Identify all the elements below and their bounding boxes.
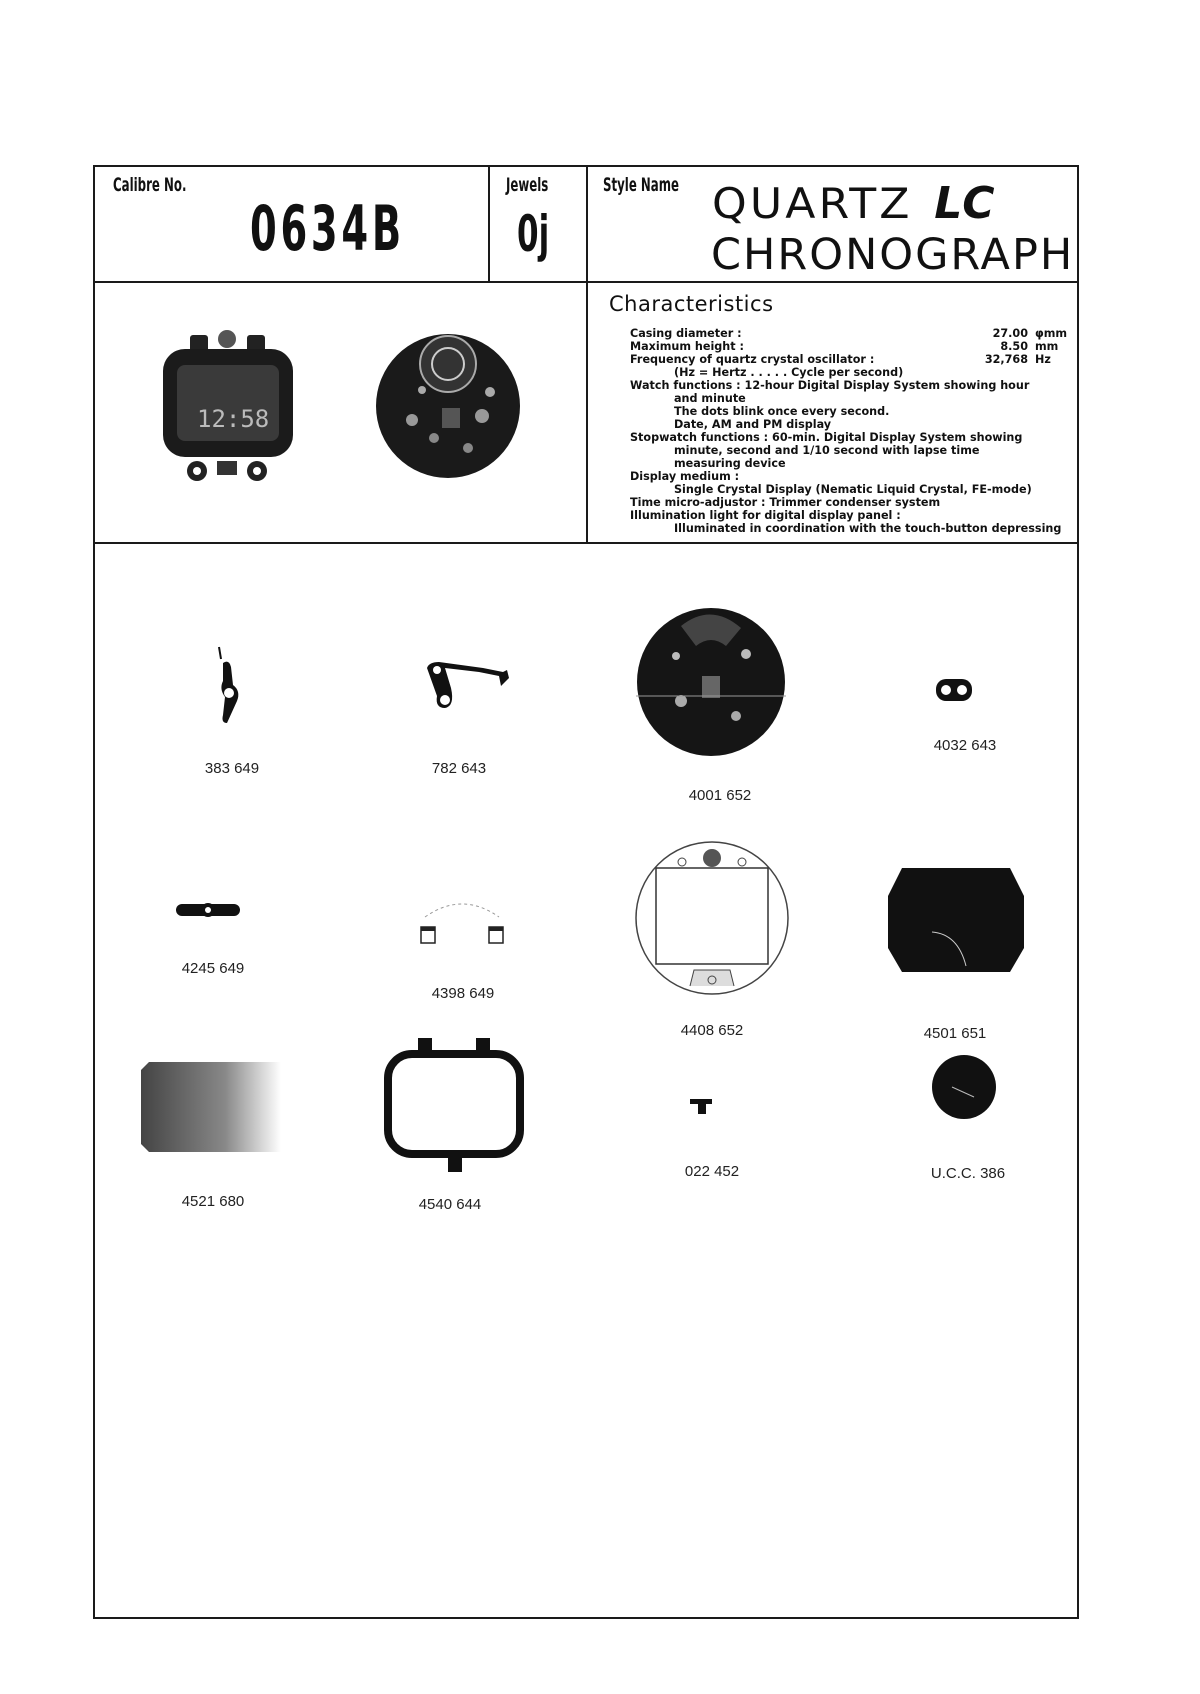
part-ucc386-battery-image [930, 1053, 998, 1121]
part-label: 022 452 [684, 1163, 740, 1180]
part-4245649-image [175, 900, 241, 920]
calibre-number: 0634B [250, 192, 405, 265]
part-label: 4408 652 [680, 1022, 744, 1039]
watch-display-text: 12:58 [197, 405, 270, 433]
hz-note: (Hz = Hertz . . . . . Cycle per second) [674, 366, 904, 379]
watch-front-illustration [155, 325, 300, 485]
style-name-line1 [712, 178, 995, 229]
style-name-line2: CHRONOGRAPH [711, 230, 1075, 280]
part-4521680-image [141, 1062, 281, 1152]
jewels-label: Jewels [506, 174, 549, 196]
part-label: 383 649 [204, 760, 260, 777]
micro-adjustor: Time micro-adjustor : Trimmer condenser system [630, 496, 941, 509]
calibre-jewels-divider [488, 165, 490, 282]
calibre-label: Calibre No. [113, 174, 187, 196]
stopwatch-functions-line: measuring device [674, 457, 786, 470]
part-4540644-image [380, 1038, 530, 1176]
spec-maximum-height: Maximum height : 8.50 mm [630, 340, 1059, 353]
part-label: 4521 680 [181, 1193, 245, 1210]
style-name-quartz: QUARTZ [712, 179, 913, 228]
characteristics-list [630, 327, 1080, 535]
style-label: Style Name [603, 174, 679, 196]
watch-functions-line: The dots blink once every second. [674, 405, 890, 418]
watch-functions-line: Date, AM and PM display [674, 418, 832, 431]
part-022452-image [688, 1097, 720, 1115]
display-medium-label: Display medium : [630, 470, 740, 483]
watch-functions-line: and minute [674, 392, 746, 405]
lc-logo: LC [934, 178, 995, 229]
stopwatch-functions-line: minute, second and 1/10 second with lapse time [674, 444, 980, 457]
part-label: 4001 652 [688, 787, 752, 804]
jewels-style-divider [586, 165, 588, 543]
part-782643-image [423, 660, 518, 720]
part-label: 782 643 [431, 760, 487, 777]
part-label: 4501 651 [923, 1025, 987, 1042]
illumination-label: Illumination light for digital display panel : [630, 509, 901, 522]
jewels-value: 0j [517, 205, 550, 263]
part-4408652-image [632, 838, 792, 998]
part-4398649-image [417, 897, 507, 947]
part-label: 4245 649 [181, 960, 245, 977]
part-label: 4032 643 [933, 737, 997, 754]
part-4032643-image [935, 677, 973, 703]
part-383649-image [215, 645, 245, 725]
watch-functions: Watch functions : 12-hour Digital Display System showing hour [630, 379, 1030, 392]
movement-back-illustration [372, 328, 524, 480]
spec-frequency: Frequency of quartz crystal oscillator : 32,768 Hz [630, 353, 1051, 366]
part-label: 4398 649 [431, 985, 495, 1002]
spec-casing-diameter: Casing diameter : 27.00 φmm [630, 327, 1068, 340]
characteristics-title: Characteristics [609, 292, 774, 316]
illumination-value: Illuminated in coordination with the touch-button depressing [674, 522, 1062, 535]
stopwatch-functions: Stopwatch functions : 60-min. Digital Display System showing [630, 431, 1023, 444]
part-4001652-image [636, 606, 786, 756]
display-medium-value: Single Crystal Display (Nematic Liquid Crystal, FE-mode) [674, 483, 1032, 496]
part-label: 4540 644 [418, 1196, 482, 1213]
part-label: U.C.C. 386 [930, 1165, 1006, 1182]
part-4501651-image [888, 868, 1024, 972]
